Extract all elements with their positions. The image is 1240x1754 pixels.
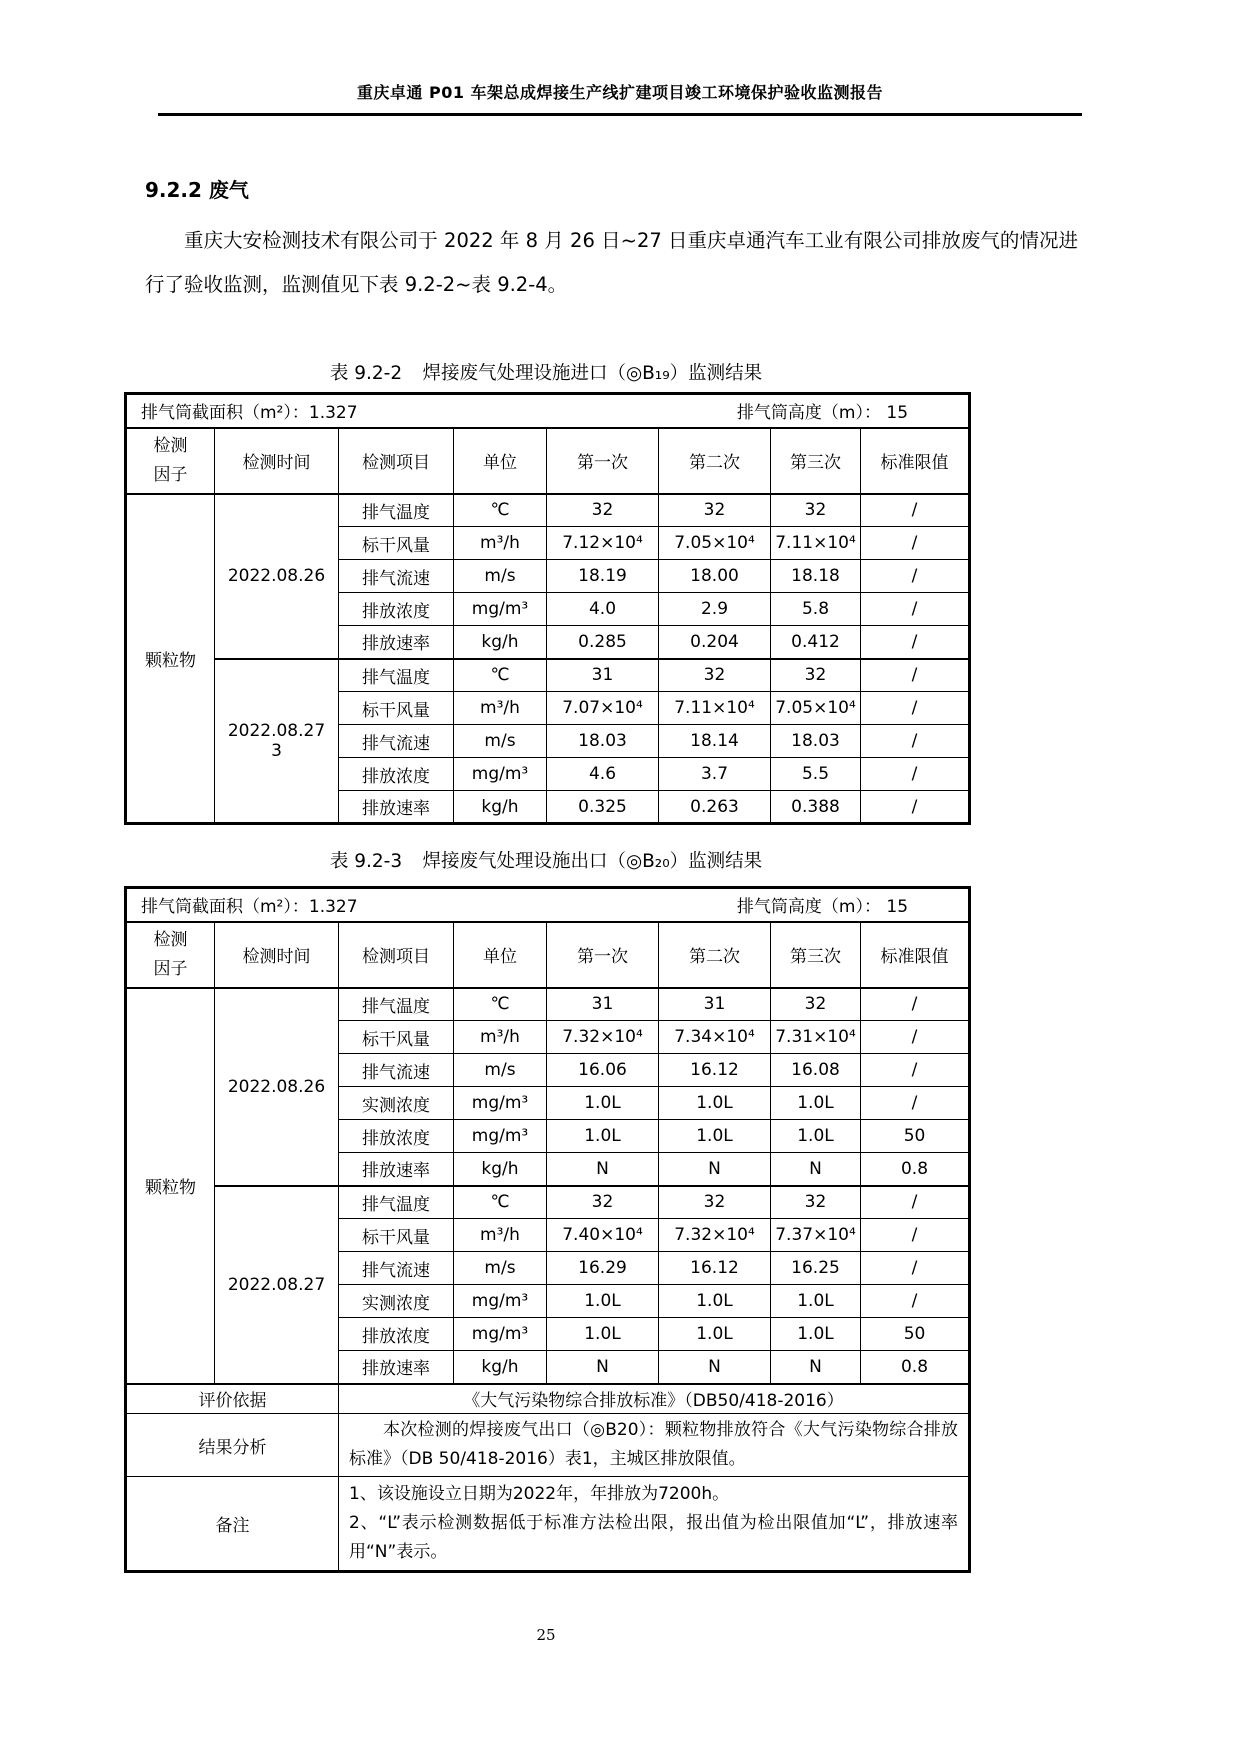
header-third: 第三次 <box>771 428 861 494</box>
remark-line-2: 2、“L”表示检测数据低于标准方法检出限，报出值为检出限值加“L”，排放速率用“N”表示。 <box>349 1513 959 1562</box>
cell-limit: / <box>861 1021 970 1054</box>
cell-value-2: 0.263 <box>659 791 771 824</box>
cell-value-1: 32 <box>547 494 659 527</box>
cell-value-1: 4.6 <box>547 758 659 791</box>
cell-unit: m/s <box>454 1054 547 1087</box>
date-line2: 3 <box>271 740 282 761</box>
header-first: 第一次 <box>547 428 659 494</box>
cell-value-2: 7.11×10⁴ <box>659 692 771 725</box>
cell-limit: 0.8 <box>861 1153 970 1186</box>
cell-item: 实测浓度 <box>339 1087 454 1120</box>
cell-unit: mg/m³ <box>454 1318 547 1351</box>
cell-item: 标干风量 <box>339 1021 454 1054</box>
stack-info-cell <box>126 394 970 428</box>
stack-height-label: 排气筒高度（m）： 15 <box>736 897 909 918</box>
table1-title-number: 表 9.2-2 <box>329 363 403 384</box>
table1-title-text: 焊接废气处理设施进口（◎B₁₉）监测结果 <box>422 363 763 384</box>
cell-unit: mg/m³ <box>454 1087 547 1120</box>
header-second: 第二次 <box>659 922 771 988</box>
cell-unit: mg/m³ <box>454 1120 547 1153</box>
cell-limit: / <box>861 791 970 824</box>
table-row <box>126 1477 970 1572</box>
cell-value-1: N <box>547 1351 659 1384</box>
cell-item: 排气温度 <box>339 988 454 1021</box>
cell-value-1: 0.285 <box>547 626 659 659</box>
cell-unit: m/s <box>454 560 547 593</box>
cell-item: 排放浓度 <box>339 1318 454 1351</box>
cell-value-3: 1.0L <box>771 1087 861 1120</box>
header-rule <box>158 113 1082 116</box>
cell-value-1: 0.325 <box>547 791 659 824</box>
table-row <box>126 888 970 922</box>
stack-area-label: 排气筒截面积（m²）：1.327 <box>141 897 358 918</box>
cell-date <box>215 494 339 659</box>
cell-factor: 颗粒物 <box>126 494 215 824</box>
cell-item: 排放速率 <box>339 1153 454 1186</box>
cell-value-1: 18.03 <box>547 725 659 758</box>
cell-item: 标干风量 <box>339 527 454 560</box>
cell-value-2: 1.0L <box>659 1120 771 1153</box>
cell-limit: / <box>861 1186 970 1219</box>
table-9-2-3 <box>124 886 971 1573</box>
table-9-2-2 <box>124 392 971 825</box>
cell-unit: kg/h <box>454 626 547 659</box>
cell-unit: kg/h <box>454 1153 547 1186</box>
header-unit: 单位 <box>454 428 547 494</box>
date-line1: 2022.08.26 <box>227 566 326 586</box>
cell-item: 标干风量 <box>339 692 454 725</box>
cell-limit: 50 <box>861 1120 970 1153</box>
cell-value-3: 32 <box>771 1186 861 1219</box>
cell-limit: / <box>861 1219 970 1252</box>
result-analysis-label: 结果分析 <box>126 1414 339 1477</box>
cell-value-1: 18.19 <box>547 560 659 593</box>
cell-value-3: 5.8 <box>771 593 861 626</box>
cell-limit: / <box>861 494 970 527</box>
cell-item: 排气流速 <box>339 725 454 758</box>
cell-value-3: 0.388 <box>771 791 861 824</box>
table2-title <box>124 847 968 873</box>
cell-limit: / <box>861 560 970 593</box>
header-first: 第一次 <box>547 922 659 988</box>
cell-item: 排气温度 <box>339 659 454 692</box>
cell-value-3: 32 <box>771 988 861 1021</box>
cell-value-3: 7.05×10⁴ <box>771 692 861 725</box>
cell-limit: / <box>861 1087 970 1120</box>
cell-item: 排放速率 <box>339 791 454 824</box>
cell-item: 排气温度 <box>339 494 454 527</box>
cell-value-2: 0.204 <box>659 626 771 659</box>
cell-unit: m/s <box>454 1252 547 1285</box>
cell-value-1: 1.0L <box>547 1318 659 1351</box>
cell-date <box>215 1186 339 1384</box>
header-item: 检测项目 <box>339 428 454 494</box>
cell-item: 实测浓度 <box>339 1285 454 1318</box>
table-row <box>126 394 970 428</box>
cell-value-3: 16.25 <box>771 1252 861 1285</box>
cell-value-1: 7.40×10⁴ <box>547 1219 659 1252</box>
cell-item: 排放速率 <box>339 626 454 659</box>
header-item: 检测项目 <box>339 922 454 988</box>
cell-value-1: 4.0 <box>547 593 659 626</box>
table1-title <box>124 359 968 385</box>
cell-factor: 颗粒物 <box>126 988 215 1384</box>
cell-value-3: 1.0L <box>771 1120 861 1153</box>
cell-limit: / <box>861 1285 970 1318</box>
cell-item: 标干风量 <box>339 1219 454 1252</box>
page-number: 25 <box>536 1626 556 1644</box>
cell-unit: ℃ <box>454 659 547 692</box>
cell-unit: m³/h <box>454 527 547 560</box>
cell-unit: ℃ <box>454 494 547 527</box>
remark-label: 备注 <box>126 1477 339 1572</box>
cell-date <box>215 659 339 824</box>
table-row <box>126 1414 970 1477</box>
table2-title-text: 焊接废气处理设施出口（◎B₂₀）监测结果 <box>422 851 763 872</box>
table-row <box>126 988 970 1021</box>
date-line1: 2022.08.27 <box>227 720 326 741</box>
cell-value-1: 1.0L <box>547 1087 659 1120</box>
cell-limit: / <box>861 593 970 626</box>
table-row <box>126 1384 970 1414</box>
stack-info-cell <box>126 888 970 922</box>
page-header <box>0 0 1240 116</box>
header-time: 检测时间 <box>215 922 339 988</box>
table-header-row <box>126 428 970 494</box>
cell-value-1: 7.32×10⁴ <box>547 1021 659 1054</box>
cell-value-1: 16.29 <box>547 1252 659 1285</box>
cell-value-3: N <box>771 1351 861 1384</box>
header-unit: 单位 <box>454 922 547 988</box>
cell-value-2: 16.12 <box>659 1252 771 1285</box>
date-line1: 2022.08.27 <box>227 1274 326 1295</box>
cell-value-1: 1.0L <box>547 1120 659 1153</box>
cell-value-1: 31 <box>547 659 659 692</box>
cell-limit: / <box>861 758 970 791</box>
cell-item: 排气流速 <box>339 1054 454 1087</box>
cell-value-3: 1.0L <box>771 1285 861 1318</box>
running-header-title: 重庆卓通 P01 车架总成焊接生产线扩建项目竣工环境保护验收监测报告 <box>356 83 884 102</box>
cell-value-3: N <box>771 1153 861 1186</box>
cell-value-2: 32 <box>659 494 771 527</box>
cell-unit: ℃ <box>454 1186 547 1219</box>
cell-item: 排放浓度 <box>339 1120 454 1153</box>
cell-value-2: 1.0L <box>659 1087 771 1120</box>
cell-unit: m³/h <box>454 1021 547 1054</box>
cell-value-3: 18.03 <box>771 725 861 758</box>
eval-basis-content: 《大气污染物综合排放标准》（DB50/418-2016） <box>339 1384 970 1414</box>
cell-value-1: 1.0L <box>547 1285 659 1318</box>
cell-date <box>215 988 339 1186</box>
cell-unit: mg/m³ <box>454 758 547 791</box>
cell-value-3: 18.18 <box>771 560 861 593</box>
remark-line-1: 1、该设施设立日期为2022年，年排放为7200h。 <box>349 1484 730 1504</box>
remark-content <box>339 1477 970 1572</box>
cell-value-1: 32 <box>547 1186 659 1219</box>
header-factor: 检测因子 <box>126 922 215 988</box>
cell-limit: 0.8 <box>861 1351 970 1384</box>
table-row <box>126 1186 970 1219</box>
cell-limit: 50 <box>861 1318 970 1351</box>
cell-value-2: 3.7 <box>659 758 771 791</box>
cell-unit: m³/h <box>454 1219 547 1252</box>
cell-item: 排气温度 <box>339 1186 454 1219</box>
cell-unit: mg/m³ <box>454 1285 547 1318</box>
cell-value-2: 16.12 <box>659 1054 771 1087</box>
cell-item: 排气流速 <box>339 560 454 593</box>
header-factor: 检测因子 <box>126 428 215 494</box>
cell-limit: / <box>861 725 970 758</box>
cell-unit: kg/h <box>454 791 547 824</box>
cell-limit: / <box>861 988 970 1021</box>
cell-limit: / <box>861 1054 970 1087</box>
cell-value-3: 7.37×10⁴ <box>771 1219 861 1252</box>
cell-limit: / <box>861 692 970 725</box>
cell-unit: ℃ <box>454 988 547 1021</box>
result-analysis-content: 本次检测的焊接废气出口（◎B20）：颗粒物排放符合《大气污染物综合排放标准》（DB 50/418-2016）表1，主城区排放限值。 <box>339 1414 970 1477</box>
stack-area-label: 排气筒截面积（m²）：1.327 <box>141 403 358 424</box>
table2-title-number: 表 9.2-3 <box>329 851 403 872</box>
header-limit: 标准限值 <box>861 922 970 988</box>
stack-height-label: 排气筒高度（m）： 15 <box>736 403 909 424</box>
cell-value-2: N <box>659 1351 771 1384</box>
cell-value-1: N <box>547 1153 659 1186</box>
cell-value-3: 16.08 <box>771 1054 861 1087</box>
table-row <box>126 494 970 527</box>
cell-value-2: 7.32×10⁴ <box>659 1219 771 1252</box>
cell-unit: kg/h <box>454 1351 547 1384</box>
date-line1: 2022.08.26 <box>227 1076 326 1097</box>
cell-unit: m³/h <box>454 692 547 725</box>
cell-value-1: 16.06 <box>547 1054 659 1087</box>
eval-basis-label: 评价依据 <box>126 1384 339 1414</box>
cell-value-2: 18.00 <box>659 560 771 593</box>
cell-value-3: 32 <box>771 659 861 692</box>
cell-value-2: 7.05×10⁴ <box>659 527 771 560</box>
cell-value-2: 32 <box>659 1186 771 1219</box>
cell-value-1: 31 <box>547 988 659 1021</box>
header-time: 检测时间 <box>215 428 339 494</box>
cell-value-2: 32 <box>659 659 771 692</box>
cell-value-1: 7.12×10⁴ <box>547 527 659 560</box>
cell-value-1: 7.07×10⁴ <box>547 692 659 725</box>
cell-value-3: 0.412 <box>771 626 861 659</box>
cell-item: 排放速率 <box>339 1351 454 1384</box>
cell-value-2: 18.14 <box>659 725 771 758</box>
cell-item: 排气流速 <box>339 1252 454 1285</box>
cell-value-3: 32 <box>771 494 861 527</box>
cell-unit: m/s <box>454 725 547 758</box>
cell-item: 排放浓度 <box>339 758 454 791</box>
cell-limit: / <box>861 527 970 560</box>
header-third: 第三次 <box>771 922 861 988</box>
cell-value-3: 7.31×10⁴ <box>771 1021 861 1054</box>
cell-value-2: 1.0L <box>659 1318 771 1351</box>
cell-value-3: 1.0L <box>771 1318 861 1351</box>
header-limit: 标准限值 <box>861 428 970 494</box>
cell-limit: / <box>861 1252 970 1285</box>
cell-value-2: 2.9 <box>659 593 771 626</box>
cell-value-2: 1.0L <box>659 1285 771 1318</box>
intro-paragraph: 重庆大安检测技术有限公司于 2022 年 8 月 26 日~27 日重庆卓通汽车工业有限公司排放废气的情况进行了验收监测，监测值见下表 9.2-2~表 9.2-4。 <box>145 229 1078 296</box>
cell-item: 排放浓度 <box>339 593 454 626</box>
table-row <box>126 659 970 692</box>
cell-value-2: 31 <box>659 988 771 1021</box>
table-header-row <box>126 922 970 988</box>
cell-unit: mg/m³ <box>454 593 547 626</box>
cell-value-3: 5.5 <box>771 758 861 791</box>
cell-limit: / <box>861 659 970 692</box>
cell-value-2: N <box>659 1153 771 1186</box>
cell-value-3: 7.11×10⁴ <box>771 527 861 560</box>
header-second: 第二次 <box>659 428 771 494</box>
cell-limit: / <box>861 626 970 659</box>
cell-value-2: 7.34×10⁴ <box>659 1021 771 1054</box>
section-heading: 9.2.2 废气 <box>145 178 249 202</box>
